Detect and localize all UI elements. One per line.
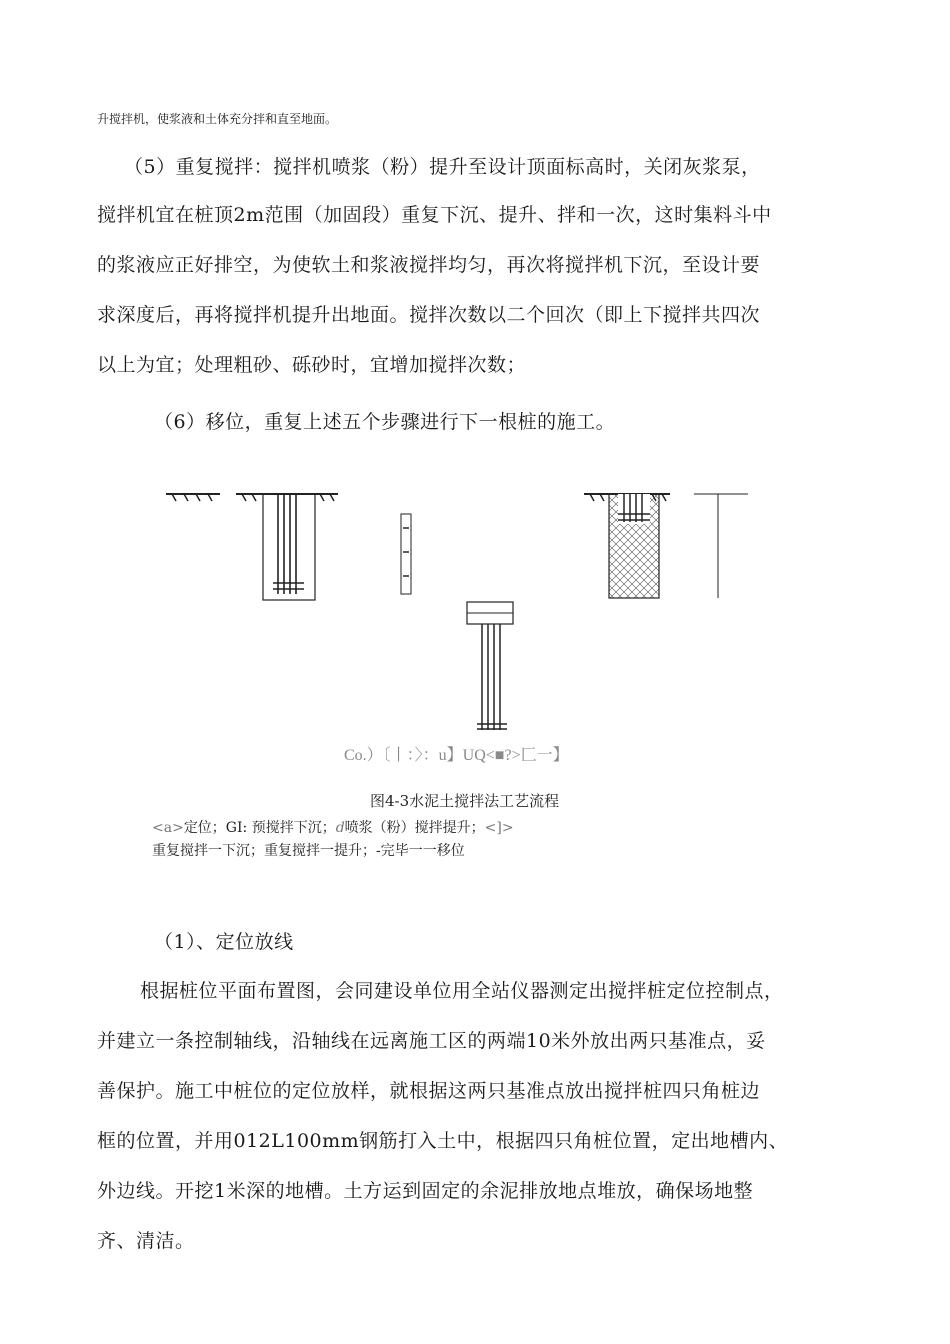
section1-line-2: 并建立一条控制轴线，沿轴线在远离施工区的两端10米外放出两只基准点，妥 <box>97 1030 766 1052</box>
section1-line-3: 善保护。施工中桩位的定位放样，就根据这两只基准点放出搅拌桩四只角桩边 <box>97 1080 761 1102</box>
process-diagram <box>0 480 950 750</box>
figure-legend-line-1 <box>152 817 514 837</box>
section1-line-5: 外边线。开挖1米深的地槽。土方运到固定的余泥排放地点堆放，确保场地整 <box>97 1180 754 1202</box>
step5-line-1: （5）重复搅拌：搅拌机喷浆（粉）提升至设计顶面标高时，关闭灰浆泵， <box>124 156 761 178</box>
section1-line-1: 根据桩位平面布置图，会同建设单位用全站仪器测定出搅拌桩定位控制点， <box>140 980 784 1002</box>
step5-line-5: 以上为宜；处理粗砂、砾砂时，宜增加搅拌次数； <box>97 354 527 376</box>
section1-line-4: 框的位置，并用012L100mm钢筋打入土中，根据四只角桩位置，定出地槽内、 <box>97 1130 789 1152</box>
diagram-d-mixer-lift-icon <box>467 602 513 730</box>
section1-line-6: 齐、清洁。 <box>97 1230 195 1252</box>
diagram-b-mixer-down-icon <box>236 494 338 600</box>
diagram-a-ground-icon <box>166 494 220 501</box>
step5-line-2: 搅拌机宜在桩顶2m范围（加固段）重复下沉、提升、拌和一次，这时集料斗中 <box>97 204 772 226</box>
figure-caption: 图4-3水泥土搅拌法工艺流程 <box>370 792 560 810</box>
section1-heading: （1）、定位放线 <box>154 931 294 953</box>
figure-legend-line-2: 重复搅拌一下沉；重复搅拌一提升；-完毕一一移位 <box>152 843 465 859</box>
diagram-step-labels: Co.）〔丨：〉：u】UQ<■?>匚一】 <box>344 747 569 764</box>
legend-a-marker: <a> <box>152 820 184 836</box>
legend-d-marker: <]> <box>484 820 514 836</box>
diagram-e-finished-pile-icon <box>584 494 670 598</box>
diagram-c-rod-icon <box>401 514 411 594</box>
step5-line-3: 的浆液应正好排空，为使软土和浆液搅拌均匀，再次将搅拌机下沉，至设计要 <box>97 254 761 276</box>
legend-c-text: 喷浆（粉）搅拌提升； <box>344 820 485 836</box>
step6-line: （6）移位，重复上述五个步骤进行下一根桩的施工。 <box>154 411 616 433</box>
continuation-line: 升搅拌机，使浆液和土体充分拌和直至地面。 <box>97 112 338 126</box>
legend-c-marker: d <box>335 820 345 836</box>
diagram-f-move-icon <box>694 494 748 598</box>
legend-a-b-text: 定位；GI: 预搅拌下沉； <box>183 820 336 836</box>
step5-line-4: 求深度后，再将搅拌机提升出地面。搅拌次数以二个回次（即上下搅拌共四次 <box>97 304 761 326</box>
